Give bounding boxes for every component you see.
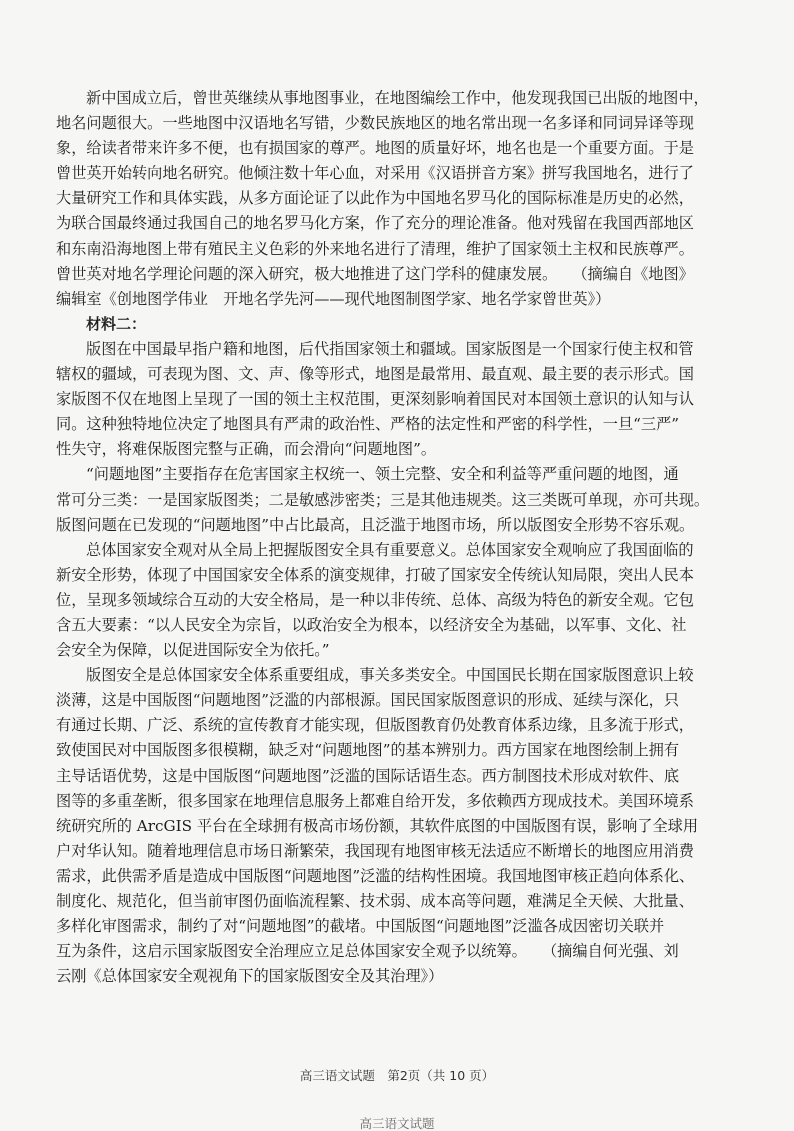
text-line: 多样化审图需求，制约了对“问题地图”的截堵。中国版图“问题地图”泛滥各成因密切关联并 — [56, 917, 665, 936]
text-line: 新安全形势，体现了中国国家安全体系的演变规律，打破了国家安全传统认知局限，突出人民本 — [56, 565, 694, 584]
text-line: 致使国民对中国版图多很模糊，缺乏对“问题地图”的基本辨别力。西方国家在地图绘制上拥有 — [56, 741, 680, 760]
next-page-header-text: 高三语文试题 — [359, 1116, 435, 1131]
text-line: 淡薄，这是中国版图“问题地图”泛滥的内部根源。国民国家版图意识的形成、延续与深化，只 — [56, 691, 680, 710]
text-line: 含五大要素：“以人民安全为宗旨，以政治安全为根本，以经济安全为基础，以军事、文化、社 — [56, 615, 687, 634]
source-citation: 云刚《总体国家安全观视角下的国家版图安全及其治理》） — [56, 967, 444, 986]
text-line: “问题地图”主要指存在危害国家主权统一、领土完整、安全和利益等严重问题的地图，通 — [86, 465, 679, 484]
text-line: 户对华认知。随着地理信息市场日渐繁荣，我国现有地图审核无法适应不断增长的地图应用消费 — [56, 841, 694, 860]
text-line: 总体国家安全观对从全局上把握版图安全具有重要意义。总体国家安全观响应了我国面临的 — [86, 540, 694, 559]
material-two-paragraph-1 — [56, 337, 768, 462]
text-line: 需求，此供需矛盾是造成中国版图“问题地图”泛滥的结构性困境。我国地图审核正趋向体系化、 — [56, 866, 695, 885]
material-two-paragraph-2 — [56, 462, 768, 537]
material-two-heading: 材料二： — [86, 314, 147, 333]
text-line: 制度化、规范化，但当前审图仍面临流程繁、技术弱、成本高等问题，难满足全天候、大批量、 — [56, 892, 694, 910]
text-line: 辖权的疆域，可表现为图、文、声、像等形式，地图是最常用、最直观、最主要的表示形式。国 — [56, 365, 694, 384]
text-line: 性失守，将难保版图完整与正确，而会滑向“问题地图”。 — [56, 440, 437, 459]
text-line: 版图在中国最早指户籍和地图，后代指国家领土和疆域。国家版图是一个国家行使主权和管 — [86, 339, 694, 358]
text-line: 和东南沿海地图上带有殖民主义色彩的外来地名进行了清理，维护了国家领土主权和民族尊严。 — [56, 239, 694, 258]
text-line: 家版图不仅在地图上呈现了一国的领土主权范围，更深刻影响着国民对本国领土意识的认知与认 — [56, 390, 694, 409]
page-footer: 高三语文试题 第2页（共 10 页） — [299, 1068, 495, 1083]
text-line: 为联合国最终通过我国自己的地名罗马化方案，作了充分的理论准备。他对残留在我国西部地区 — [56, 214, 694, 233]
text-line: 会安全为保障，以促进国际安全为依托。” — [56, 641, 330, 660]
text-line: 新中国成立后，曾世英继续从事地图事业，在地图编绘工作中，他发现我国已出版的地图中， — [86, 89, 709, 107]
text-line: 曾世英对地名学理论问题的深入研究，极大地推进了这门学科的健康发展。 （摘编自《地图》 — [56, 264, 694, 283]
text-line: 位，呈现多领域综合互动的大安全格局，是一种以非传统、总体、高级为特色的新安全观。它包 — [56, 590, 694, 609]
text-line: 版图安全是总体国家安全体系重要组成，事关多类安全。中国国民长期在国家版图意识上较 — [86, 666, 694, 685]
material-two-paragraph-3 — [56, 538, 768, 663]
text-line: 版图问题在已发现的“问题地图”中占比最高，且泛滥于地图市场，所以版图安全形势不容乐观。 — [56, 515, 695, 534]
text-line: 常可分三类：一是国家版图类；二是敏感涉密类；三是其他违规类。这三类既可单现，亦可共现。 — [56, 490, 710, 509]
text-line: 同。这种独特地位决定了地图具有严肃的政治性、严格的法定性和严密的科学性，一旦“三严” — [56, 415, 680, 434]
source-citation: 编辑室《创地图学伟业 开地名学先河——现代地图制图学家、地名学家曾世英》） — [56, 289, 611, 308]
text-line: 曾世英开始转向地名研究。他倾注数十年心血，对采用《汉语拼音方案》拼写我国地名，进行了 — [56, 164, 694, 183]
text-line: 主导话语优势，这是中国版图“问题地图”泛滥的国际话语生态。西方制图技术形成对软件、底 — [56, 766, 680, 785]
text-line: 有通过长期、广泛、系统的宣传教育才能实现，但版图教育仍处教育体系边缘，且多流于形式， — [56, 716, 694, 735]
material-one-paragraph — [56, 86, 768, 312]
next-page-header-cut — [0, 1108, 794, 1131]
text-line: 图等的多重垄断，很多国家在地理信息服务上都难自给开发，多依赖西方现成技术。美国环境系 — [56, 791, 694, 810]
text-line: 统研究所的 ArcGIS 平台在全球拥有极高市场份额，其软件底图的中国版图有误，影响了全球用 — [56, 816, 699, 835]
material-two-paragraph-4 — [56, 663, 768, 989]
text-line: 互为条件，这启示国家版图安全治理应立足总体国家安全观予以统筹。 （摘编自何光强、刘 — [56, 942, 679, 961]
page-body — [56, 86, 768, 989]
text-line: 地名问题很大。一些地图中汉语地名写错，少数民族地区的地名常出现一名多译和同词异译等现 — [56, 114, 694, 133]
text-line: 大量研究工作和具体实践，从多方面论证了以此作为中国地名罗马化的国际标准是历史的必然， — [56, 189, 694, 208]
text-line: 象，给读者带来许多不便，也有损国家的尊严。地图的质量好坏，地名也是一个重要方面。于是 — [56, 139, 694, 158]
